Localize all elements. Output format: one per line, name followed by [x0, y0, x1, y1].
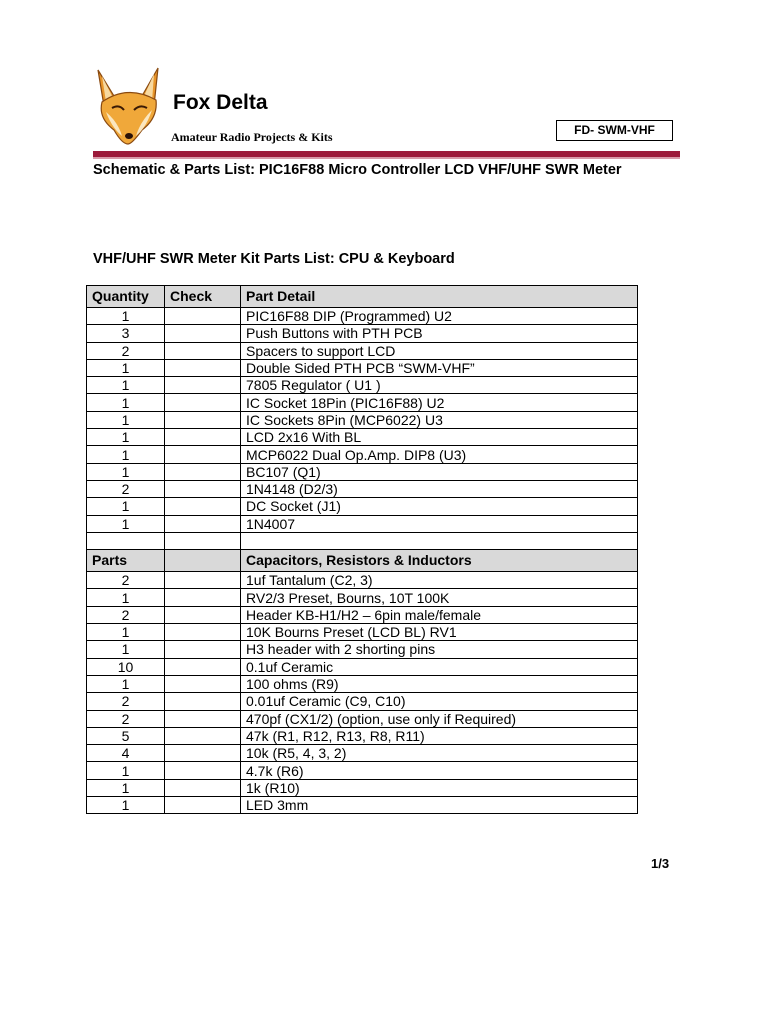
table-row — [87, 693, 638, 710]
part-detail-cell: 1N4148 (D2/3) — [241, 480, 638, 497]
quantity-cell: 1 — [87, 624, 165, 641]
section-title: VHF/UHF SWR Meter Kit Parts List: CPU & Keyboard — [93, 251, 455, 267]
table-row — [87, 675, 638, 692]
check-cell — [165, 675, 241, 692]
table-row — [87, 797, 638, 814]
quantity-cell: 2 — [87, 606, 165, 623]
check-cell — [165, 394, 241, 411]
check-cell — [165, 762, 241, 779]
quantity-cell: 1 — [87, 308, 165, 325]
table-row — [87, 762, 638, 779]
table-row — [87, 480, 638, 497]
parts-list-table — [86, 285, 638, 814]
table-row — [87, 624, 638, 641]
check-cell — [165, 446, 241, 463]
quantity-cell: 1 — [87, 463, 165, 480]
table-row — [87, 572, 638, 589]
table-row — [87, 589, 638, 606]
check-cell — [165, 550, 241, 572]
table-header-row — [87, 286, 638, 308]
part-detail-cell: H3 header with 2 shorting pins — [241, 641, 638, 658]
part-detail-cell: RV2/3 Preset, Bourns, 10T 100K — [241, 589, 638, 606]
table-row — [87, 342, 638, 359]
part-detail-cell: 1k (R10) — [241, 779, 638, 796]
check-cell — [165, 498, 241, 515]
part-detail-cell: 0.01uf Ceramic (C9, C10) — [241, 693, 638, 710]
check-cell — [165, 377, 241, 394]
check-cell — [165, 411, 241, 428]
table-row — [87, 641, 638, 658]
parts-list-body — [87, 286, 638, 814]
quantity-cell: 1 — [87, 446, 165, 463]
document-id-box: FD- SWM-VHF — [556, 120, 673, 141]
part-detail-cell: 7805 Regulator ( U1 ) — [241, 377, 638, 394]
quantity-cell: 1 — [87, 515, 165, 532]
part-detail-cell: Push Buttons with PTH PCB — [241, 325, 638, 342]
part-detail-cell: 470pf (CX1/2) (option, use only if Required) — [241, 710, 638, 727]
table-row — [87, 532, 638, 549]
quantity-cell: 1 — [87, 641, 165, 658]
part-detail-cell: Double Sided PTH PCB “SWM-VHF” — [241, 359, 638, 376]
check-cell — [165, 480, 241, 497]
table-subheader-row — [87, 550, 638, 572]
part-detail-cell: 100 ohms (R9) — [241, 675, 638, 692]
check-cell — [165, 308, 241, 325]
quantity-cell: 2 — [87, 480, 165, 497]
quantity-cell: 2 — [87, 572, 165, 589]
table-row — [87, 710, 638, 727]
quantity-cell: 4 — [87, 745, 165, 762]
brand-tagline: Amateur Radio Projects & Kits — [171, 130, 333, 144]
part-detail-cell: Part Detail — [241, 286, 638, 308]
table-row — [87, 515, 638, 532]
table-row — [87, 308, 638, 325]
check-cell — [165, 572, 241, 589]
quantity-cell: 3 — [87, 325, 165, 342]
part-detail-cell: 4.7k (R6) — [241, 762, 638, 779]
quantity-cell: 5 — [87, 727, 165, 744]
part-detail-cell: 47k (R1, R12, R13, R8, R11) — [241, 727, 638, 744]
table-row — [87, 498, 638, 515]
part-detail-cell: 0.1uf Ceramic — [241, 658, 638, 675]
table-row — [87, 325, 638, 342]
table-row — [87, 377, 638, 394]
quantity-cell: 1 — [87, 377, 165, 394]
check-cell — [165, 693, 241, 710]
table-row — [87, 745, 638, 762]
quantity-cell: 2 — [87, 342, 165, 359]
quantity-cell: 1 — [87, 675, 165, 692]
quantity-cell: 2 — [87, 710, 165, 727]
part-detail-cell: 10k (R5, 4, 3, 2) — [241, 745, 638, 762]
part-detail-cell: Capacitors, Resistors & Inductors — [241, 550, 638, 572]
part-detail-cell: Spacers to support LCD — [241, 342, 638, 359]
check-cell — [165, 797, 241, 814]
quantity-cell: 2 — [87, 693, 165, 710]
quantity-cell: 1 — [87, 359, 165, 376]
table-row — [87, 394, 638, 411]
table-row — [87, 359, 638, 376]
quantity-cell: 1 — [87, 589, 165, 606]
part-detail-cell: LED 3mm — [241, 797, 638, 814]
part-detail-cell: BC107 (Q1) — [241, 463, 638, 480]
check-cell — [165, 779, 241, 796]
table-row — [87, 463, 638, 480]
fox-logo-icon — [92, 66, 164, 146]
part-detail-cell: PIC16F88 DIP (Programmed) U2 — [241, 308, 638, 325]
table-row — [87, 658, 638, 675]
check-cell — [165, 429, 241, 446]
quantity-cell — [87, 532, 165, 549]
check-cell — [165, 342, 241, 359]
part-detail-cell: IC Socket 18Pin (PIC16F88) U2 — [241, 394, 638, 411]
check-cell — [165, 532, 241, 549]
check-cell — [165, 745, 241, 762]
check-cell — [165, 658, 241, 675]
part-detail-cell: DC Socket (J1) — [241, 498, 638, 515]
check-cell — [165, 624, 241, 641]
part-detail-cell: MCP6022 Dual Op.Amp. DIP8 (U3) — [241, 446, 638, 463]
check-cell — [165, 710, 241, 727]
check-cell — [165, 463, 241, 480]
part-detail-cell: 1uf Tantalum (C2, 3) — [241, 572, 638, 589]
table-row — [87, 606, 638, 623]
check-cell — [165, 515, 241, 532]
table-row — [87, 429, 638, 446]
table-row — [87, 411, 638, 428]
table-row — [87, 446, 638, 463]
quantity-cell: 10 — [87, 658, 165, 675]
quantity-cell: 1 — [87, 498, 165, 515]
quantity-cell: 1 — [87, 762, 165, 779]
quantity-cell: Quantity — [87, 286, 165, 308]
part-detail-cell: IC Sockets 8Pin (MCP6022) U3 — [241, 411, 638, 428]
quantity-cell: 1 — [87, 797, 165, 814]
part-detail-cell: LCD 2x16 With BL — [241, 429, 638, 446]
quantity-cell: 1 — [87, 394, 165, 411]
check-cell — [165, 325, 241, 342]
header-divider-shadow — [93, 157, 680, 159]
brand-name: Fox Delta — [173, 91, 268, 114]
check-cell — [165, 641, 241, 658]
check-cell: Check — [165, 286, 241, 308]
quantity-cell: 1 — [87, 411, 165, 428]
check-cell — [165, 589, 241, 606]
table-row — [87, 779, 638, 796]
page-number: 1/3 — [651, 856, 670, 871]
check-cell — [165, 606, 241, 623]
part-detail-cell — [241, 532, 638, 549]
table-row — [87, 727, 638, 744]
quantity-cell: Parts — [87, 550, 165, 572]
check-cell — [165, 359, 241, 376]
part-detail-cell: 10K Bourns Preset (LCD BL) RV1 — [241, 624, 638, 641]
document-title: Schematic & Parts List: PIC16F88 Micro Controller LCD VHF/UHF SWR Meter — [93, 162, 622, 178]
quantity-cell: 1 — [87, 429, 165, 446]
part-detail-cell: 1N4007 — [241, 515, 638, 532]
check-cell — [165, 727, 241, 744]
quantity-cell: 1 — [87, 779, 165, 796]
part-detail-cell: Header KB-H1/H2 – 6pin male/female — [241, 606, 638, 623]
